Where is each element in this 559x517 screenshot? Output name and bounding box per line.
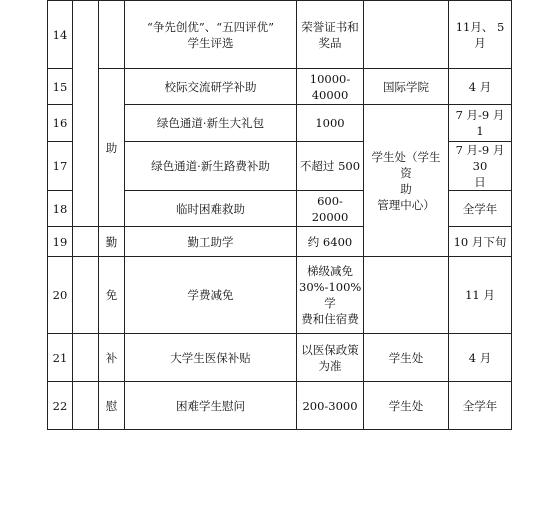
row-category-empty: [73, 1, 99, 227]
table-row: [48, 257, 512, 334]
row-name: 勤工助学: [125, 227, 297, 257]
row-number: 22: [48, 382, 73, 430]
row-amount: [297, 257, 364, 334]
row-dept-line: 助: [400, 181, 412, 196]
row-dept-line: 管理中心）: [377, 197, 435, 212]
row-group-empty: [73, 334, 99, 382]
row-dept: 学生处: [364, 382, 449, 430]
row-name: 校际交流研学补助: [125, 69, 297, 105]
row-amount-line: 梯级减免: [307, 264, 353, 278]
row-name: 临时困难救助: [125, 191, 297, 227]
row-amount: [297, 334, 364, 382]
row-dept: 学生处: [364, 334, 449, 382]
row-amount: 1000: [297, 105, 364, 142]
row-category: 补: [99, 334, 125, 382]
row-dept-line: 学生处（学生资: [371, 149, 441, 180]
row-time: [449, 142, 512, 191]
row-amount-line: 以医保政策: [301, 342, 359, 357]
row-number: 21: [48, 334, 73, 382]
row-group-empty: [73, 257, 99, 334]
table-row: [48, 69, 512, 105]
row-name-line: 学生评选: [187, 35, 234, 50]
row-number: 17: [48, 142, 73, 191]
row-amount-line: 费和住宿费: [301, 312, 359, 326]
row-amount-line: 奖品: [318, 35, 342, 50]
row-time-line: 7 月-9 月 30: [455, 143, 505, 173]
row-amount-line: 30%-100%学: [299, 280, 362, 310]
row-time: 4 月: [449, 69, 512, 105]
table-row: [48, 334, 512, 382]
row-name: 绿色通道·新生路费补助: [125, 142, 297, 191]
row-amount: 200-3000: [297, 382, 364, 430]
row-category: 勤: [99, 227, 125, 257]
row-amount-line: 荣誉证书和: [301, 19, 359, 34]
row-number: 20: [48, 257, 73, 334]
row-name-line: “争先创优”、“五四评优”: [146, 19, 274, 34]
row-number: 14: [48, 1, 73, 69]
row-group-empty: [73, 382, 99, 430]
funding-table: [47, 0, 512, 430]
row-name: 大学生医保补贴: [125, 334, 297, 382]
row-dept: 国际学院: [364, 69, 449, 105]
row-time: 全学年: [449, 191, 512, 227]
row-category: 慰: [99, 382, 125, 430]
row-number: 16: [48, 105, 73, 142]
row-time-line: 7 月-9 月 1: [455, 108, 505, 138]
row-name: 绿色通道·新生大礼包: [125, 105, 297, 142]
row-dept-merged: [364, 105, 449, 257]
row-number: 15: [48, 69, 73, 105]
row-time: 10 月下旬: [449, 227, 512, 257]
row-time: 11月、 5月: [449, 1, 512, 69]
row-amount-line: 为准: [318, 358, 342, 373]
row-time: 全学年: [449, 382, 512, 430]
row-name: 学费减免: [125, 257, 297, 334]
row-time: [449, 105, 512, 142]
row-category: 免: [99, 257, 125, 334]
row-time: 4 月: [449, 334, 512, 382]
table-row: [48, 1, 512, 69]
row-group-empty: [73, 227, 99, 257]
row-amount: 10000-40000: [297, 69, 364, 105]
row-name: [125, 1, 297, 69]
row-name: 困难学生慰问: [125, 382, 297, 430]
row-amount: [297, 1, 364, 69]
row-dept-empty: [364, 257, 449, 334]
row-amount: 不超过 500: [297, 142, 364, 191]
row-amount: 600-20000: [297, 191, 364, 227]
row-category-empty: [99, 1, 125, 69]
row-amount: 约 6400: [297, 227, 364, 257]
row-time-line: 日: [474, 175, 486, 189]
row-number: 19: [48, 227, 73, 257]
table-row: [48, 382, 512, 430]
row-dept: [364, 1, 449, 69]
row-time: 11 月: [449, 257, 512, 334]
row-number: 18: [48, 191, 73, 227]
row-category: 助: [99, 69, 125, 227]
